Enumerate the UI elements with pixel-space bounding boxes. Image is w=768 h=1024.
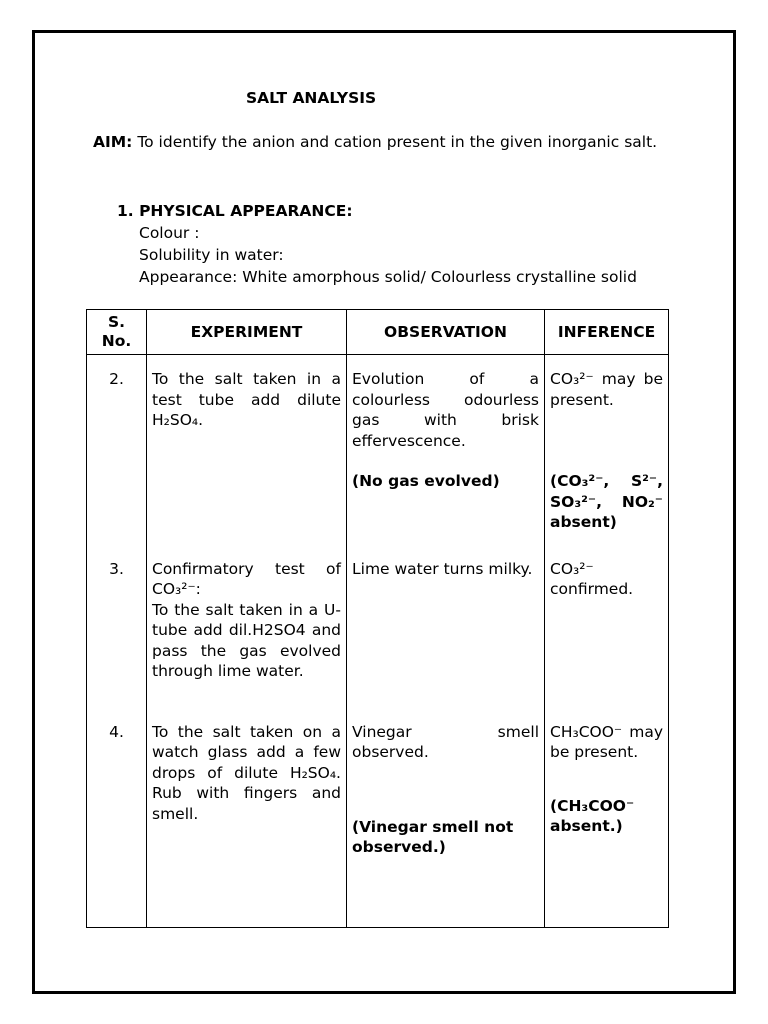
- row-observation: Evolution of a colourless odourless gas with brisk effervescence.: [352, 370, 539, 450]
- row-inference-cell: [545, 355, 669, 555]
- document-title: SALT ANALYSIS: [246, 89, 377, 107]
- physical-appearance-heading: 1. PHYSICAL APPEARANCE:: [117, 202, 353, 220]
- header-observation: OBSERVATION: [347, 310, 545, 355]
- header-inference: INFERENCE: [545, 310, 669, 355]
- row-experiment-cell: [147, 555, 347, 718]
- row-sno: 4.: [87, 718, 147, 928]
- header-experiment: EXPERIMENT: [147, 310, 347, 355]
- row-observation: Lime water turns milky.: [347, 555, 545, 718]
- row-observation-cell: [347, 355, 545, 555]
- row-inference-alt: (CH₃COO⁻ absent.): [550, 796, 635, 835]
- colour-line: Colour :: [139, 224, 200, 242]
- table-row: [87, 355, 669, 555]
- row-inference: CH₃COO⁻ may be present.: [550, 722, 663, 761]
- table-row: [87, 555, 669, 718]
- physical-appearance-section: [117, 200, 637, 288]
- row-sno: 3.: [87, 555, 147, 718]
- row-inference: CO₃²⁻ confirmed.: [545, 555, 669, 718]
- solubility-line: Solubility in water:: [139, 246, 284, 264]
- row-inference: CO₃²⁻ may be present.: [550, 370, 663, 409]
- table-row: [87, 718, 669, 928]
- aim-text: To identify the anion and cation present in the given inorganic salt.: [132, 133, 658, 151]
- row-experiment: To the salt taken on a watch glass add a few drops of dilute H₂SO₄. Rub with fingers and smell.: [147, 718, 347, 928]
- row-experiment: To the salt taken in a test tube add dilute H₂SO₄.: [147, 355, 347, 555]
- row-observation-alt: (No gas evolved): [352, 472, 500, 490]
- row-observation: Vinegar smell observed.: [352, 722, 539, 761]
- row-observation-cell: [347, 718, 545, 928]
- table-header-row: [87, 310, 669, 355]
- header-sno: S. No.: [87, 310, 147, 355]
- analysis-table: [86, 309, 669, 928]
- appearance-line: Appearance: White amorphous solid/ Colourless crystalline solid: [139, 268, 637, 286]
- row-sno: 2.: [87, 355, 147, 555]
- aim-label: AIM:: [93, 133, 133, 151]
- row-experiment: To the salt taken in a U-tube add dil.H2SO4 and pass the gas evolved through lime water.: [152, 600, 341, 680]
- row-experiment-head: Confirmatory test of CO₃²⁻:: [152, 559, 341, 598]
- row-observation-alt: (Vinegar smell not observed.): [352, 817, 514, 856]
- row-inference-cell: [545, 718, 669, 928]
- row-inference-alt: (CO₃²⁻, S²⁻, SO₃²⁻, NO₂⁻ absent): [550, 472, 663, 531]
- aim-paragraph: [93, 132, 676, 153]
